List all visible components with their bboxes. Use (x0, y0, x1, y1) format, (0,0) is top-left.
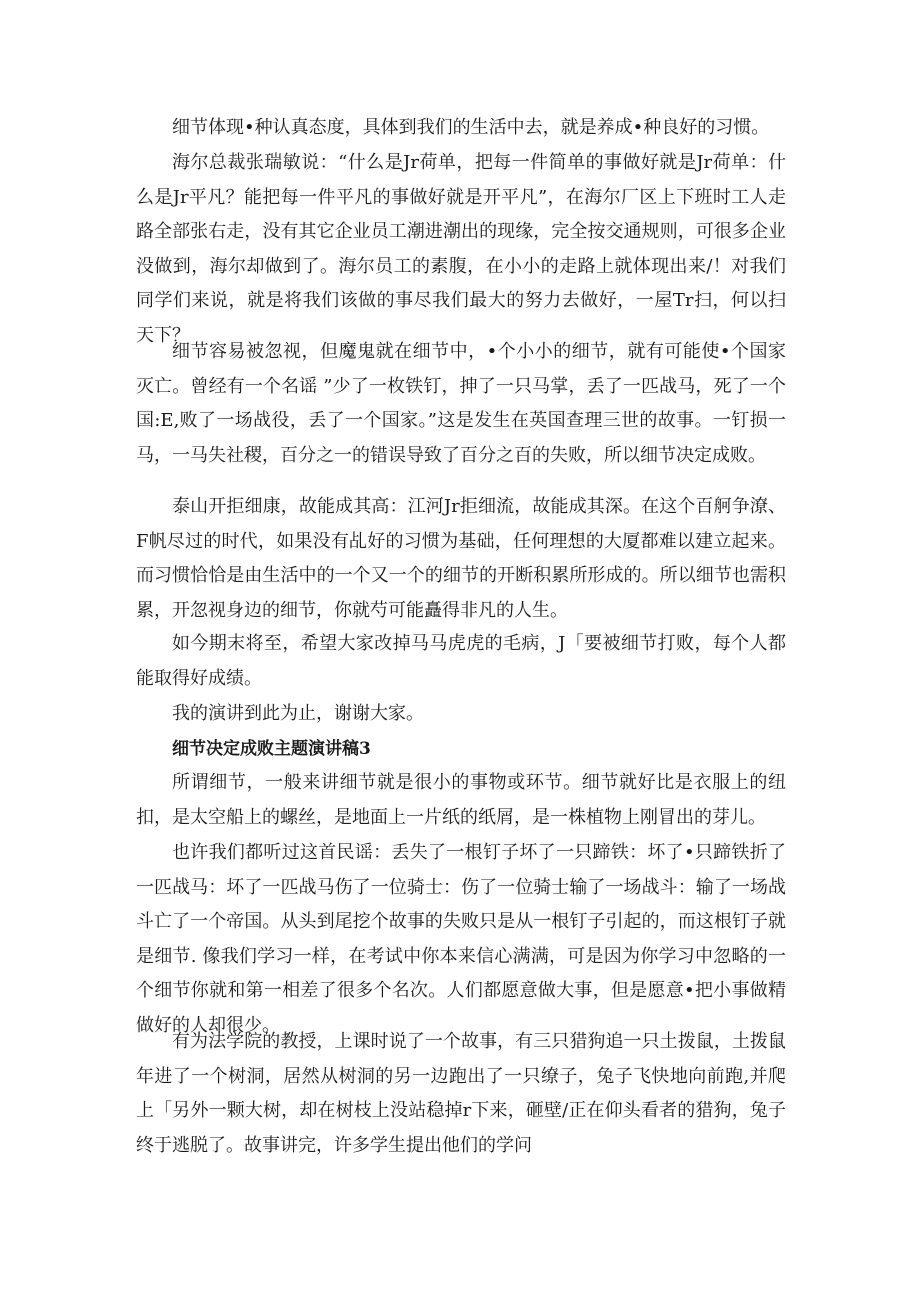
paragraph-haier: 海尔总裁张瑞敏说：“什么是Jr荷单，把每一件简单的事做好就是Jr荷单：什么是Jr平凡？能把每一件平凡的事做好就是开平凡”，在海尔厂区上下班时工人走路全部张右走，没有其它企业员工潮进潮出的现缘，完全按交通规则，可很多企业没做到，海尔却做到了。海尔员工的素腹，在小小的走路上就体现出来/！对我们同学们来说，就是将我们该做的事尽我们最大的努力去做好，一屋Tr扫，何以扫天下？ (136, 152, 786, 346)
paragraph-habit: 细节体现•种认真态度，具体到我们的生活中去，就是养成•种良好的习惯。 (172, 117, 770, 138)
paragraph-exam: 如今期末将至，希望大家改掉马马虎虎的毛病，J「要被细节打败，每个人都能取得好成绩。 (136, 633, 786, 689)
paragraph-definition: 所谓细节，一般来讲细节就是很小的事物或环节。细节就好比是衣服上的纽扣，是太空船上的螺丝，是地面上一片纸的纸屑，是一株植物上刚冒出的芽儿。 (136, 772, 786, 828)
paragraph-taishan: 泰山开拒细康，故能成其高：江河Jr拒细流，故能成其深。在这个百舸争潦、F帆尽过的时代，如果没有乩好的习惯为基础，任何理想的大厦都难以建立起来。而习惯恰恰是由生活中的一个又一个的细节的开断积累所形成的。所以细节也需积累，开忽视身边的细节，你就芍可能矗得非凡的人生。 (136, 496, 786, 621)
section-heading: 细节决定成败主题演讲稿3 (172, 739, 371, 759)
paragraph-nail-story: 细节容易被忽视，但魔鬼就在细节中，•个小小的细节，就有可能使•个国家灭亡。曾经有一个名谣 ”少了一枚铁钉，抻了一只马掌，丢了一匹战马，死了一个国:E,败了一场战役，丢了一个国家。”这是发生在英国查理三世的故事。一钉损一马，一马失社稷，百分之一的错误导致了百分之百的失败，所以细节决定成败。 (136, 341, 786, 466)
paragraph-professor-story: 有为法学院的教授，上课时说了一个故事，有三只猎狗追一只土拨鼠，土拨鼠年进了一个树洞，居然从树洞的另一边跑出了一只缭子，兔子飞快地向前跑,并爬上「另外一颗大树，却在树枝上没站稳掉r下来，砸壁/正在仰头看者的猎狗，兔子终于逃脱了。故事讲完，许多学生提出他们的学问 (136, 1031, 786, 1156)
paragraph-closing: 我的演讲到此为止，谢谢大家。 (172, 703, 424, 724)
paragraph-ballad: 也许我们都听过这首民谣：丢失了一根钉子坏了一只蹄铁：坏了•只蹄铁折了一匹战马：坏了一匹战马伤了一位骑士：伤了一位骑士输了一场战斗：输了一场战斗亡了一个帝国。从头到尾挖个故事的失败只是从一根钉子引起的，而这根钉子就是细节. 像我们学习一样，在考试中你本来信心满满，可是因为你学习中忽略的一个细节你就和第一相差了很多个名次。人们都愿意做大事，但是愿意•把小事做精做好的人却很少。 (136, 842, 786, 1036)
